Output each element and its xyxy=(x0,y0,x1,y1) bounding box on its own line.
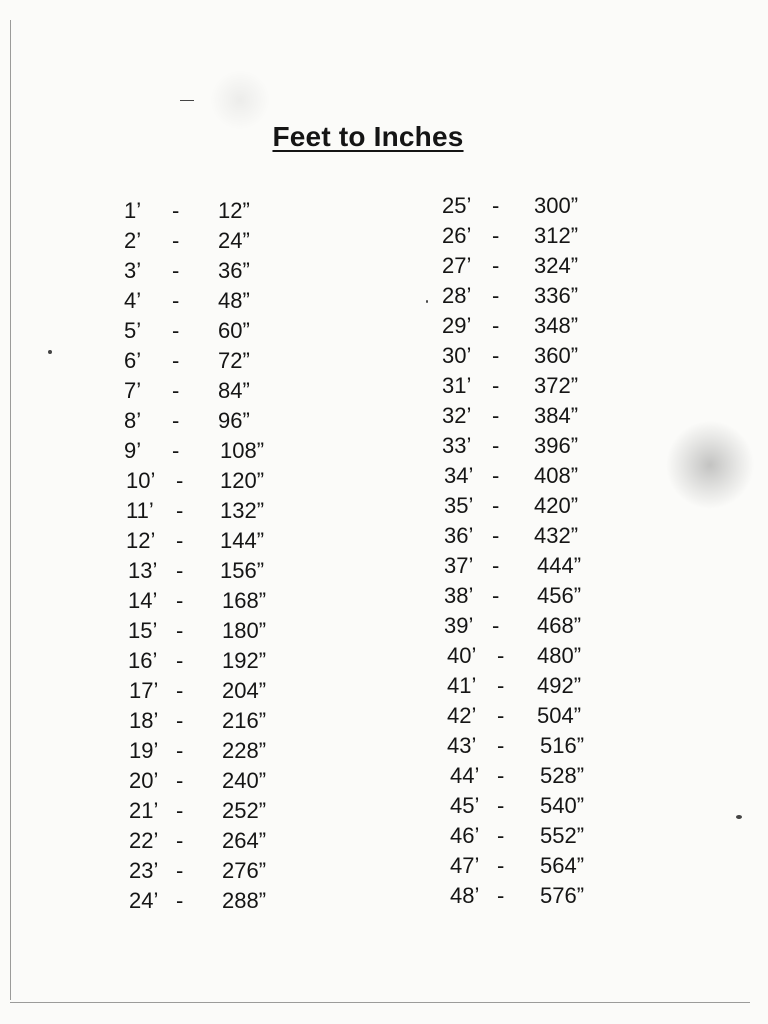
feet-value: 45’ xyxy=(450,793,480,818)
scan-speck xyxy=(426,300,428,303)
inches-value: 540” xyxy=(540,793,585,818)
inches-value: 480” xyxy=(537,643,582,668)
separator: - xyxy=(172,348,180,373)
feet-value: 1’ xyxy=(124,198,142,223)
conversion-row xyxy=(124,346,324,376)
inches-value: 96” xyxy=(218,408,250,433)
separator: - xyxy=(176,618,184,643)
feet-value: 47’ xyxy=(450,853,480,878)
conversion-row xyxy=(124,736,324,766)
conversion-row xyxy=(124,376,324,406)
feet-value: 15’ xyxy=(128,618,158,643)
separator: - xyxy=(492,253,500,278)
separator: - xyxy=(172,198,180,223)
separator: - xyxy=(176,558,184,583)
inches-value: 336” xyxy=(534,283,579,308)
left-margin-line xyxy=(10,20,11,1000)
inches-value: 72” xyxy=(218,348,250,373)
conversion-row xyxy=(442,701,642,731)
feet-value: 28’ xyxy=(442,283,472,308)
conversion-row xyxy=(124,436,324,466)
feet-value: 8’ xyxy=(124,408,142,433)
inches-value: 204” xyxy=(222,678,267,703)
conversion-row xyxy=(124,706,324,736)
feet-value: 44’ xyxy=(450,763,480,788)
separator: - xyxy=(176,888,184,913)
page-title: Feet to Inches xyxy=(272,120,464,152)
feet-value: 3’ xyxy=(124,258,142,283)
inches-value: 528” xyxy=(540,763,585,788)
conversion-row xyxy=(442,791,642,821)
conversion-row xyxy=(124,616,324,646)
conversion-row xyxy=(124,676,324,706)
bottom-margin-line xyxy=(10,1002,750,1003)
separator: - xyxy=(492,343,500,368)
feet-value: 39’ xyxy=(444,613,474,638)
separator: - xyxy=(497,793,505,818)
conversion-row xyxy=(442,881,642,911)
conversion-row xyxy=(442,281,642,311)
scan-speck xyxy=(180,100,194,101)
feet-value: 17’ xyxy=(129,678,159,703)
feet-value: 9’ xyxy=(124,438,142,463)
feet-value: 5’ xyxy=(124,318,142,343)
feet-value: 42’ xyxy=(447,703,477,728)
inches-value: 252” xyxy=(222,798,267,823)
feet-value: 35’ xyxy=(444,493,474,518)
inches-value: 240” xyxy=(222,768,267,793)
separator: - xyxy=(492,463,500,488)
conversion-row xyxy=(124,226,324,256)
feet-value: 12’ xyxy=(126,528,156,553)
conversion-row xyxy=(442,641,642,671)
feet-value: 20’ xyxy=(129,768,159,793)
conversion-row xyxy=(124,826,324,856)
feet-value: 6’ xyxy=(124,348,142,373)
conversion-row xyxy=(442,491,642,521)
feet-value: 18’ xyxy=(129,708,159,733)
conversion-row xyxy=(442,611,642,641)
conversion-row xyxy=(442,581,642,611)
separator: - xyxy=(172,408,180,433)
separator: - xyxy=(492,223,500,248)
conversion-row xyxy=(442,851,642,881)
conversion-row xyxy=(442,191,642,221)
separator: - xyxy=(492,193,500,218)
conversion-row xyxy=(442,431,642,461)
feet-value: 34’ xyxy=(444,463,474,488)
feet-value: 13’ xyxy=(128,558,158,583)
feet-value: 36’ xyxy=(444,523,474,548)
inches-value: 48” xyxy=(218,288,250,313)
feet-value: 43’ xyxy=(447,733,477,758)
separator: - xyxy=(492,493,500,518)
separator: - xyxy=(497,823,505,848)
feet-value: 4’ xyxy=(124,288,142,313)
inches-value: 288” xyxy=(222,888,267,913)
inches-value: 168” xyxy=(222,588,267,613)
separator: - xyxy=(172,378,180,403)
conversion-row xyxy=(124,496,324,526)
conversion-row xyxy=(124,796,324,826)
separator: - xyxy=(492,373,500,398)
separator: - xyxy=(176,858,184,883)
inches-value: 456” xyxy=(537,583,582,608)
inches-value: 552” xyxy=(540,823,585,848)
separator: - xyxy=(176,678,184,703)
inches-value: 144” xyxy=(220,528,265,553)
separator: - xyxy=(172,318,180,343)
separator: - xyxy=(497,763,505,788)
separator: - xyxy=(176,738,184,763)
inches-value: 312” xyxy=(534,223,579,248)
feet-value: 24’ xyxy=(129,888,159,913)
separator: - xyxy=(176,528,184,553)
feet-value: 7’ xyxy=(124,378,142,403)
separator: - xyxy=(172,258,180,283)
feet-value: 16’ xyxy=(128,648,158,673)
feet-value: 25’ xyxy=(442,193,472,218)
separator: - xyxy=(176,798,184,823)
separator: - xyxy=(176,708,184,733)
scan-speck xyxy=(736,815,742,819)
conversion-row xyxy=(442,671,642,701)
separator: - xyxy=(176,768,184,793)
conversion-row xyxy=(124,556,324,586)
conversion-row xyxy=(442,251,642,281)
separator: - xyxy=(492,313,500,338)
separator: - xyxy=(497,673,505,698)
separator: - xyxy=(492,523,500,548)
conversion-row xyxy=(124,856,324,886)
inches-value: 228” xyxy=(222,738,267,763)
feet-value: 29’ xyxy=(442,313,472,338)
conversion-row xyxy=(124,406,324,436)
feet-value: 27’ xyxy=(442,253,472,278)
inches-value: 576” xyxy=(540,883,585,908)
feet-value: 32’ xyxy=(442,403,472,428)
conversion-row xyxy=(442,371,642,401)
conversion-row xyxy=(442,821,642,851)
inches-value: 180” xyxy=(222,618,267,643)
inches-value: 60” xyxy=(218,318,250,343)
separator: - xyxy=(497,853,505,878)
separator: - xyxy=(492,283,500,308)
conversion-row xyxy=(124,286,324,316)
feet-value: 31’ xyxy=(442,373,472,398)
inches-value: 36” xyxy=(218,258,250,283)
inches-value: 264” xyxy=(222,828,267,853)
separator: - xyxy=(497,883,505,908)
separator: - xyxy=(492,403,500,428)
separator: - xyxy=(172,288,180,313)
separator: - xyxy=(172,228,180,253)
inches-value: 384” xyxy=(534,403,579,428)
separator: - xyxy=(492,433,500,458)
inches-value: 84” xyxy=(218,378,250,403)
feet-value: 38’ xyxy=(444,583,474,608)
conversion-row xyxy=(442,551,642,581)
conversion-row xyxy=(124,196,324,226)
inches-value: 12” xyxy=(218,198,250,223)
scan-speck xyxy=(48,350,52,354)
conversion-row xyxy=(442,461,642,491)
conversion-row xyxy=(124,526,324,556)
feet-value: 37’ xyxy=(444,553,474,578)
conversion-row xyxy=(442,221,642,251)
inches-value: 516” xyxy=(540,733,585,758)
separator: - xyxy=(492,613,500,638)
conversion-row xyxy=(124,316,324,346)
conversion-row xyxy=(124,586,324,616)
conversion-row xyxy=(124,646,324,676)
separator: - xyxy=(497,733,505,758)
inches-value: 132” xyxy=(220,498,265,523)
separator: - xyxy=(492,583,500,608)
conversion-column-right xyxy=(442,191,642,911)
conversion-row xyxy=(124,466,324,496)
separator: - xyxy=(176,588,184,613)
separator: - xyxy=(176,828,184,853)
inches-value: 156” xyxy=(220,558,265,583)
inches-value: 348” xyxy=(534,313,579,338)
conversion-row xyxy=(442,401,642,431)
conversion-row xyxy=(442,761,642,791)
inches-value: 372” xyxy=(534,373,579,398)
inches-value: 108” xyxy=(220,438,265,463)
feet-value: 41’ xyxy=(447,673,477,698)
inches-value: 408” xyxy=(534,463,579,488)
feet-value: 10’ xyxy=(126,468,156,493)
feet-value: 33’ xyxy=(442,433,472,458)
inches-value: 504” xyxy=(537,703,582,728)
feet-value: 11’ xyxy=(126,498,154,523)
separator: - xyxy=(172,438,180,463)
separator: - xyxy=(497,643,505,668)
feet-value: 46’ xyxy=(450,823,480,848)
inches-value: 24” xyxy=(218,228,250,253)
conversion-row xyxy=(442,731,642,761)
conversion-row xyxy=(442,521,642,551)
separator: - xyxy=(497,703,505,728)
separator: - xyxy=(176,468,184,493)
inches-value: 420” xyxy=(534,493,579,518)
inches-value: 324” xyxy=(534,253,579,278)
inches-value: 432” xyxy=(534,523,579,548)
inches-value: 396” xyxy=(534,433,579,458)
separator: - xyxy=(176,498,184,523)
inches-value: 444” xyxy=(537,553,582,578)
inches-value: 120” xyxy=(220,468,265,493)
conversion-row xyxy=(442,311,642,341)
inches-value: 492” xyxy=(537,673,582,698)
separator: - xyxy=(176,648,184,673)
feet-value: 19’ xyxy=(129,738,159,763)
inches-value: 564” xyxy=(540,853,585,878)
inches-value: 468” xyxy=(537,613,582,638)
feet-value: 48’ xyxy=(450,883,480,908)
inches-value: 276” xyxy=(222,858,267,883)
conversion-row xyxy=(442,341,642,371)
inches-value: 360” xyxy=(534,343,579,368)
feet-value: 2’ xyxy=(124,228,142,253)
conversion-row xyxy=(124,886,324,916)
feet-value: 23’ xyxy=(129,858,159,883)
feet-value: 14’ xyxy=(128,588,158,613)
feet-value: 22’ xyxy=(129,828,159,853)
feet-value: 26’ xyxy=(442,223,472,248)
feet-value: 40’ xyxy=(447,643,477,668)
separator: - xyxy=(492,553,500,578)
conversion-row xyxy=(124,766,324,796)
inches-value: 192” xyxy=(222,648,267,673)
feet-value: 30’ xyxy=(442,343,472,368)
conversion-column-left xyxy=(124,196,324,916)
feet-value: 21’ xyxy=(129,798,159,823)
inches-value: 300” xyxy=(534,193,579,218)
conversion-row xyxy=(124,256,324,286)
inches-value: 216” xyxy=(222,708,267,733)
